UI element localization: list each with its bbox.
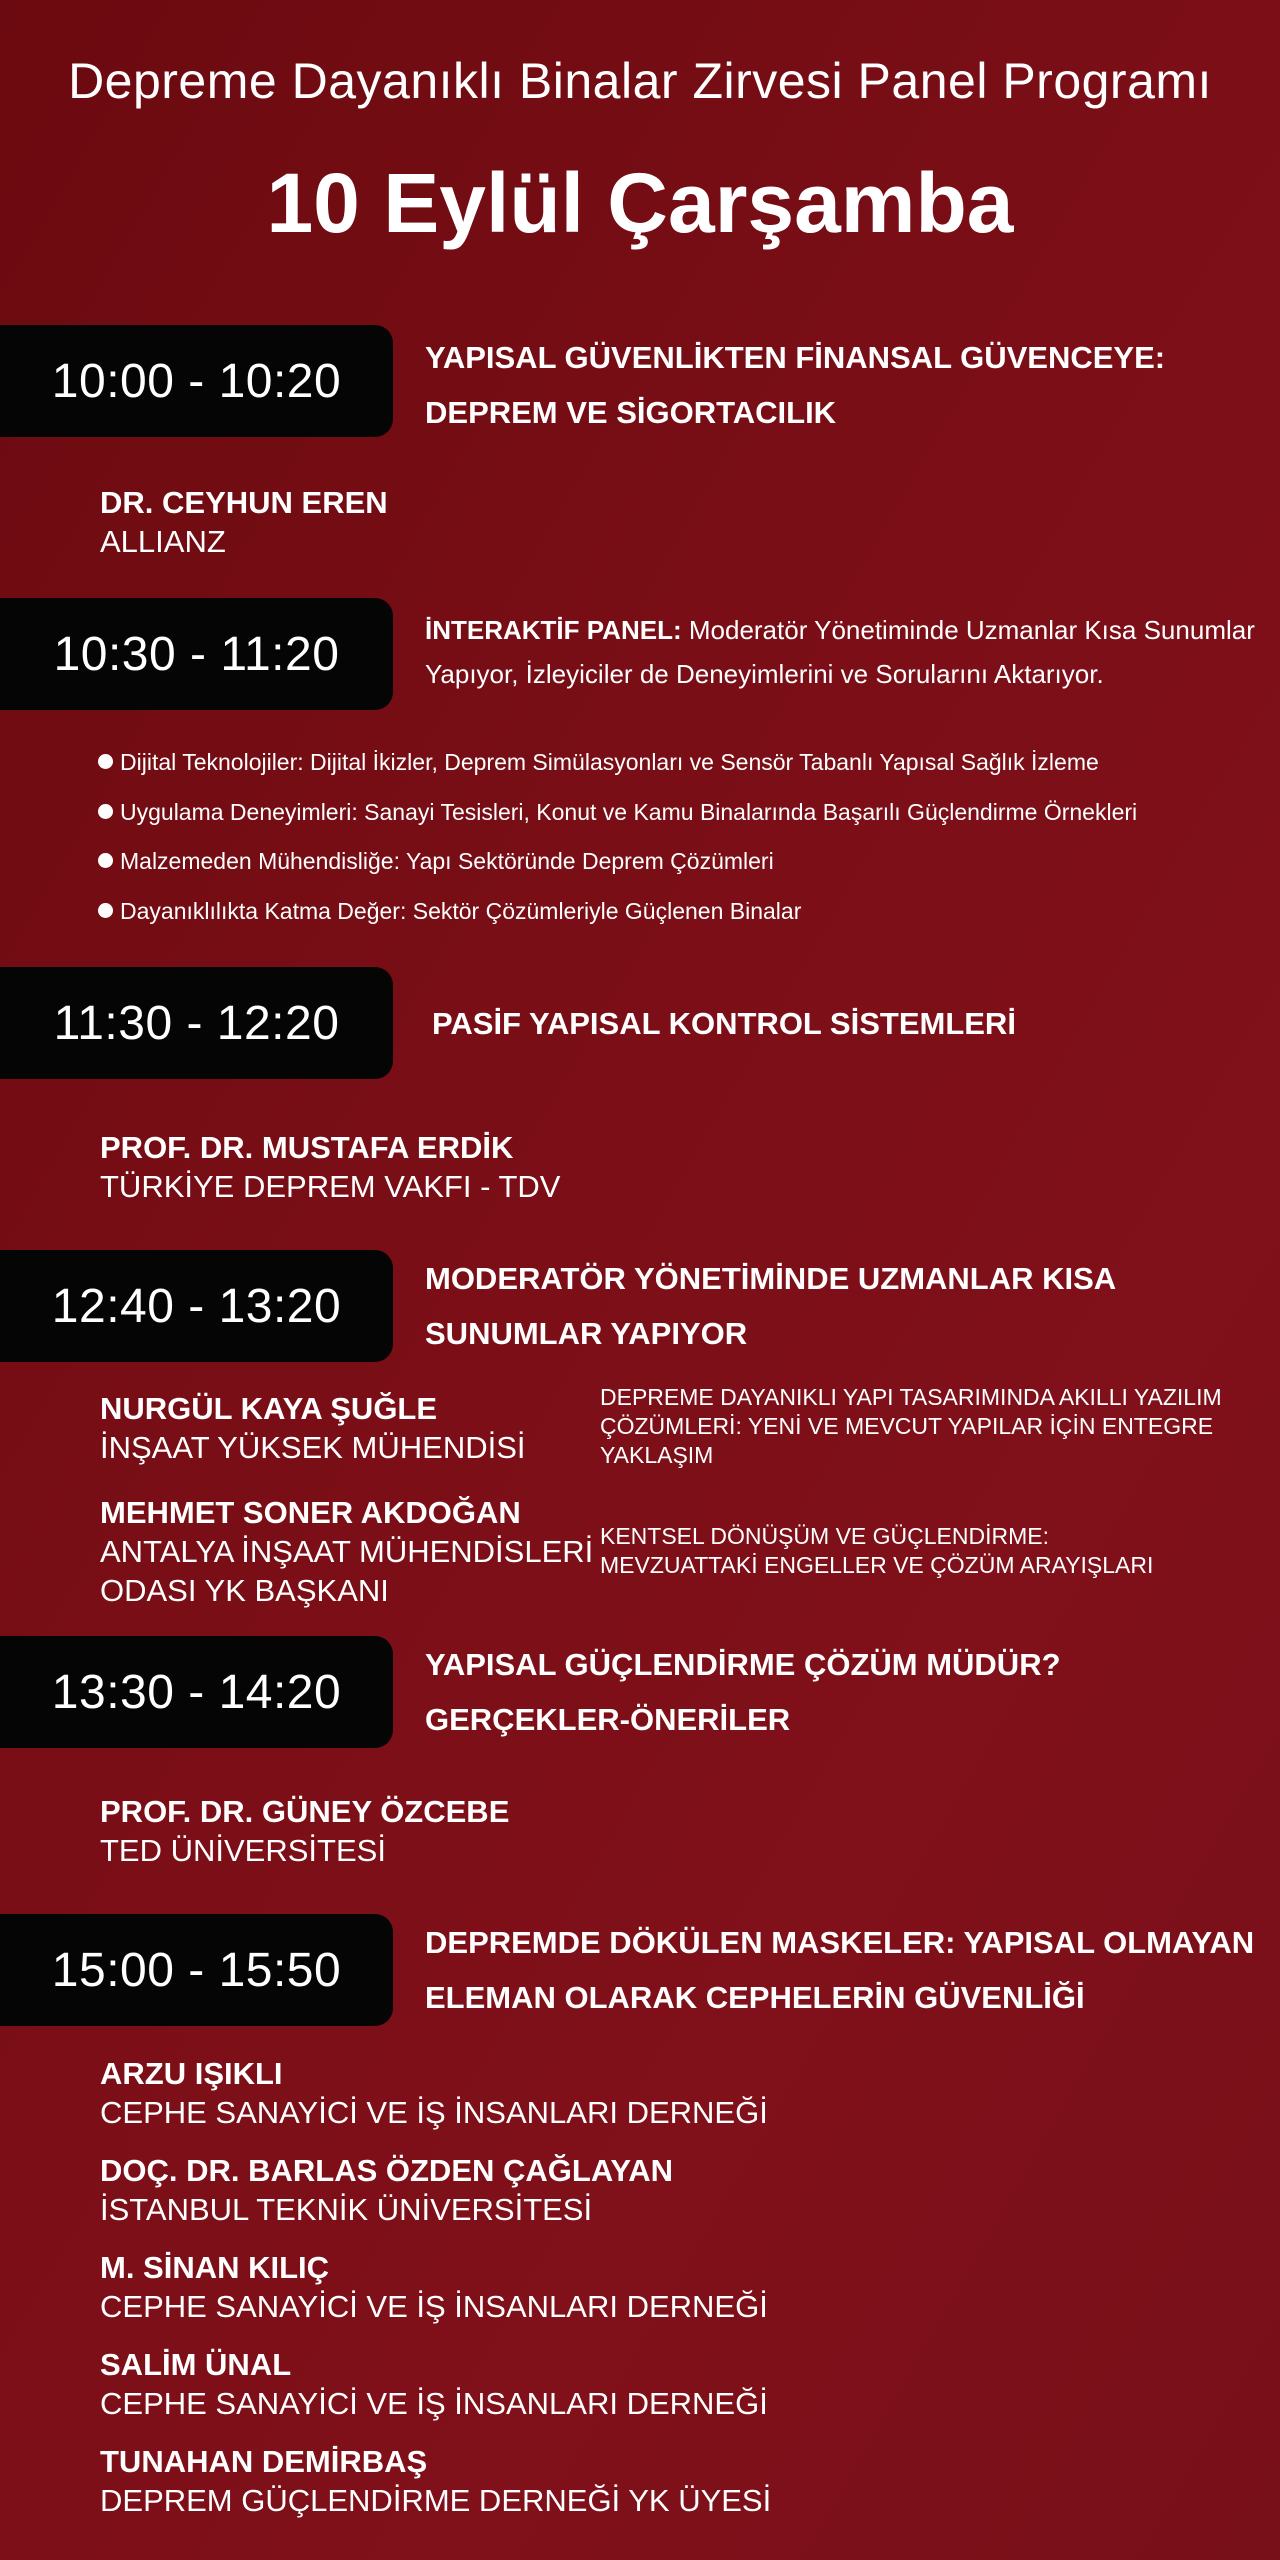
speaker-name: MEHMET SONER AKDOĞAN <box>100 1495 521 1530</box>
session-title-1000 <box>425 330 1255 440</box>
topic-text: Uygulama Deneyimleri: Sanayi Tesisleri, Konut ve Kamu Binalarında Başarılı Güçlendirme Örnekleri <box>120 798 1138 825</box>
time-badge-1240: 12:40 - 13:20 <box>0 1250 393 1362</box>
speaker-name: TUNAHAN DEMİRBAŞ <box>100 2444 428 2479</box>
bullet-dot-icon <box>98 754 113 769</box>
speaker-name: DR. CEYHUN EREN <box>100 485 388 520</box>
session-title-1330 <box>425 1637 1255 1747</box>
talk-title-line: YAKLAŞIM <box>600 1442 714 1468</box>
speaker-org: TED ÜNİVERSİTESİ <box>100 1833 386 1868</box>
speaker-mehmet-soner-akdogan <box>100 1493 660 1610</box>
bullet-dot-icon <box>98 903 113 918</box>
list-item <box>98 839 1248 889</box>
time-badge-1000: 10:00 - 10:20 <box>0 325 393 437</box>
list-item <box>98 740 1248 790</box>
talk-title-line: KENTSEL DÖNÜŞÜM VE GÜÇLENDİRME: <box>600 1523 1049 1549</box>
page-title: Depreme Dayanıklı Binalar Zirvesi Panel Programı <box>68 53 1212 109</box>
speaker-name: PROF. DR. GÜNEY ÖZCEBE <box>100 1794 510 1829</box>
time-badge-1500: 15:00 - 15:50 <box>0 1914 393 2026</box>
speaker-org: CEPHE SANAYİCİ VE İŞ İNSANLARI DERNEĞİ <box>100 2095 768 2130</box>
speaker-mustafa-erdik <box>100 1128 660 1206</box>
speaker-org: TÜRKİYE DEPREM VAKFI - TDV <box>100 1169 561 1204</box>
bullet-dot-icon <box>98 853 113 868</box>
speaker-org: ALLIANZ <box>100 524 226 559</box>
speaker-sinan-kilic <box>100 2248 1000 2326</box>
session-title-line: DEPREMDE DÖKÜLEN MASKELER: YAPISAL OLMAYAN <box>425 1925 1255 1960</box>
topic-text: Malzemeden Mühendisliğe: Yapı Sektöründe Deprem Çözümleri <box>120 848 774 874</box>
session-title-line: PASİF YAPISAL KONTROL SİSTEMLERİ <box>432 1006 1016 1041</box>
session-title-line: YAPISAL GÜÇLENDİRME ÇÖZÜM MÜDÜR? <box>425 1647 1061 1682</box>
speaker-org: ODASI YK BAŞKANI <box>100 1573 389 1608</box>
session-title-line: MODERATÖR YÖNETİMİNDE UZMANLAR KISA <box>425 1261 1117 1296</box>
list-item <box>98 790 1248 840</box>
speaker-nurgul-kaya-sugle <box>100 1389 660 1467</box>
date-title: 10 Eylül Çarşamba <box>266 156 1014 250</box>
speaker-ceyhun-eren <box>100 483 660 561</box>
speaker-name: SALİM ÜNAL <box>100 2347 292 2382</box>
session-title-line: YAPISAL GÜVENLİKTEN FİNANSAL GÜVENCEYE: <box>425 340 1166 375</box>
speaker-tunahan-demirbas <box>100 2442 1000 2520</box>
speaker-org: CEPHE SANAYİCİ VE İŞ İNSANLARI DERNEĞİ <box>100 2289 768 2324</box>
speaker-org: İSTANBUL TEKNİK ÜNİVERSİTESİ <box>100 2192 593 2227</box>
speaker-name: ARZU IŞIKLI <box>100 2056 283 2091</box>
speaker-name: PROF. DR. MUSTAFA ERDİK <box>100 1130 514 1165</box>
speaker-org: İNŞAAT YÜKSEK MÜHENDİSİ <box>100 1430 526 1465</box>
session-title-1130 <box>432 996 1262 1051</box>
speaker-salim-unal <box>100 2345 1000 2423</box>
speaker-name: NURGÜL KAYA ŞUĞLE <box>100 1391 438 1426</box>
session-title-line: ELEMAN OLARAK CEPHELERİN GÜVENLİĞİ <box>425 1980 1085 2015</box>
speaker-org: ANTALYA İNŞAAT MÜHENDİSLERİ <box>100 1534 594 1569</box>
topic-text: Dayanıklılıkta Katma Değer: Sektör Çözümleriyle Güçlenen Binalar <box>120 897 802 924</box>
session-title-1240 <box>425 1251 1255 1361</box>
speaker-name: DOÇ. DR. BARLAS ÖZDEN ÇAĞLAYAN <box>100 2153 673 2188</box>
session-title-1500 <box>425 1915 1255 2025</box>
session-title-bold: İNTERAKTİF PANEL: <box>425 615 682 645</box>
talk-title-mehmet-soner-akdogan <box>600 1522 1260 1580</box>
talk-title-nurgul-kaya-sugle <box>600 1383 1260 1470</box>
speaker-barlas-ozden-caglayan <box>100 2151 1000 2229</box>
talk-title-line: ÇÖZÜMLERİ: YENİ VE MEVCUT YAPILAR İÇİN ENTEGRE <box>600 1413 1214 1439</box>
bullet-dot-icon <box>98 804 113 819</box>
speaker-arzu-isikli <box>100 2054 1000 2132</box>
speaker-name: M. SİNAN KILIÇ <box>100 2250 330 2285</box>
list-item <box>98 889 1248 939</box>
topic-text: Dijital Teknolojiler: Dijital İkizler, Deprem Simülasyonları ve Sensör Tabanlı Yapısal Sağlık İzleme <box>120 749 1099 775</box>
speaker-org: CEPHE SANAYİCİ VE İŞ İNSANLARI DERNEĞİ <box>100 2386 768 2421</box>
time-badge-1130: 11:30 - 12:20 <box>0 967 393 1079</box>
interactive-panel-topics <box>98 740 1248 938</box>
session-title-line: DEPREM VE SİGORTACILIK <box>425 395 837 430</box>
time-badge-1030: 10:30 - 11:20 <box>0 598 393 710</box>
session-title-description: Moderatör Yönetiminde Uzmanlar Kısa Sunumlar Yapıyor, İzleyiciler de Deneyimlerini ve Sorularını Aktarıyor. <box>425 615 1255 689</box>
talk-title-line: MEVZUATTAKİ ENGELLER VE ÇÖZÜM ARAYIŞLARI <box>600 1552 1154 1578</box>
session-title-line: SUNUMLAR YAPIYOR <box>425 1316 748 1351</box>
session-title-line: GERÇEKLER-ÖNERİLER <box>425 1702 791 1737</box>
time-badge-1330: 13:30 - 14:20 <box>0 1636 393 1748</box>
talk-title-line: DEPREME DAYANIKLI YAPI TASARIMINDA AKILLI YAZILIM <box>600 1384 1222 1410</box>
speaker-guney-ozcebe <box>100 1792 660 1870</box>
speaker-org: DEPREM GÜÇLENDİRME DERNEĞİ YK ÜYESİ <box>100 2483 772 2518</box>
session-title-interactive-panel <box>425 608 1255 696</box>
